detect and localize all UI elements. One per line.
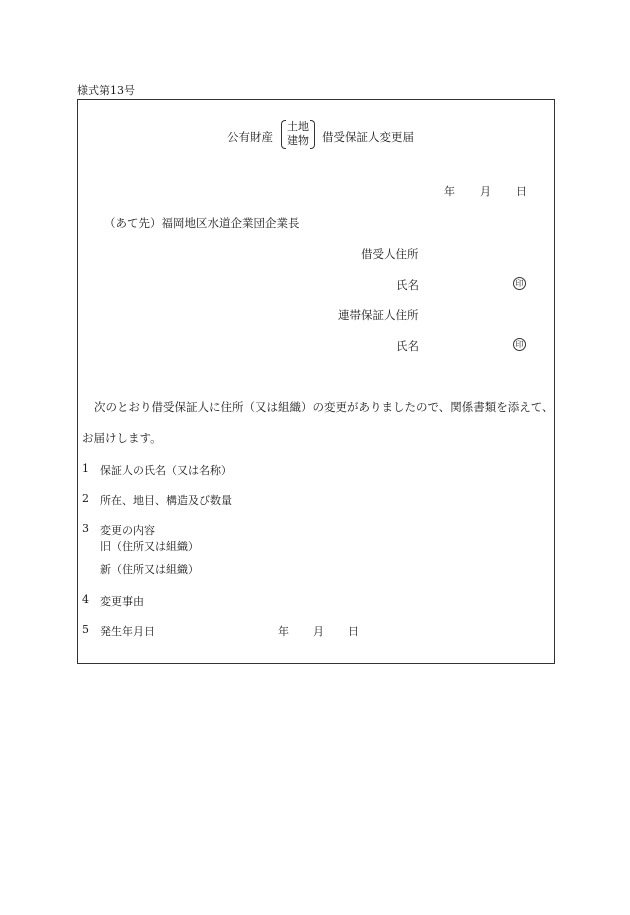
title-suffix: 借受保証人変更届: [322, 130, 414, 144]
form-number: 様式第13号: [77, 84, 135, 97]
left-bracket: [281, 120, 286, 149]
item-5-number: 5: [82, 623, 89, 636]
item-5-year-label: 年: [278, 625, 289, 638]
item-5-day-label: 日: [348, 625, 359, 638]
item-3-number: 3: [82, 522, 89, 535]
right-bracket: [310, 120, 315, 149]
date-year-label: 年: [444, 185, 455, 198]
date-month-label: 月: [480, 185, 491, 198]
borrower-name-label: 氏名: [396, 278, 419, 292]
item-5-label: 発生年月日: [100, 625, 155, 638]
item-3-old-label: 旧（住所又は組織）: [100, 540, 199, 553]
item-3-new-label: 新（住所又は組織）: [100, 563, 199, 576]
item-3-label: 変更の内容: [100, 524, 155, 537]
title-option-land: 土地: [287, 120, 309, 133]
borrower-address-label: 借受人住所: [361, 247, 419, 261]
item-2-number: 2: [82, 492, 89, 505]
addressee: （あて先）福岡地区水道企業団企業長: [104, 216, 300, 230]
item-2-label: 所在、地目、構造及び数量: [100, 494, 232, 507]
item-5-month-label: 月: [313, 625, 324, 638]
body-text-line1: 次のとおり借受保証人に住所（又は組織）の変更がありましたので、関係書類を添えて、: [94, 400, 554, 414]
date-day-label: 日: [516, 185, 527, 198]
item-1-label: 保証人の氏名（又は名称）: [100, 464, 232, 477]
item-1-number: 1: [82, 462, 89, 475]
guarantor-address-label: 連帯保証人住所: [338, 308, 419, 322]
title-prefix: 公有財産: [227, 130, 273, 144]
body-text-line2: お届けします。: [82, 431, 162, 445]
guarantor-name-label: 氏名: [396, 339, 419, 353]
title-option-building: 建物: [287, 134, 309, 147]
borrower-seal-mark: 印: [513, 277, 526, 290]
guarantor-seal-mark: 印: [513, 338, 526, 351]
item-4-label: 変更事由: [100, 595, 144, 608]
item-4-number: 4: [82, 593, 89, 606]
